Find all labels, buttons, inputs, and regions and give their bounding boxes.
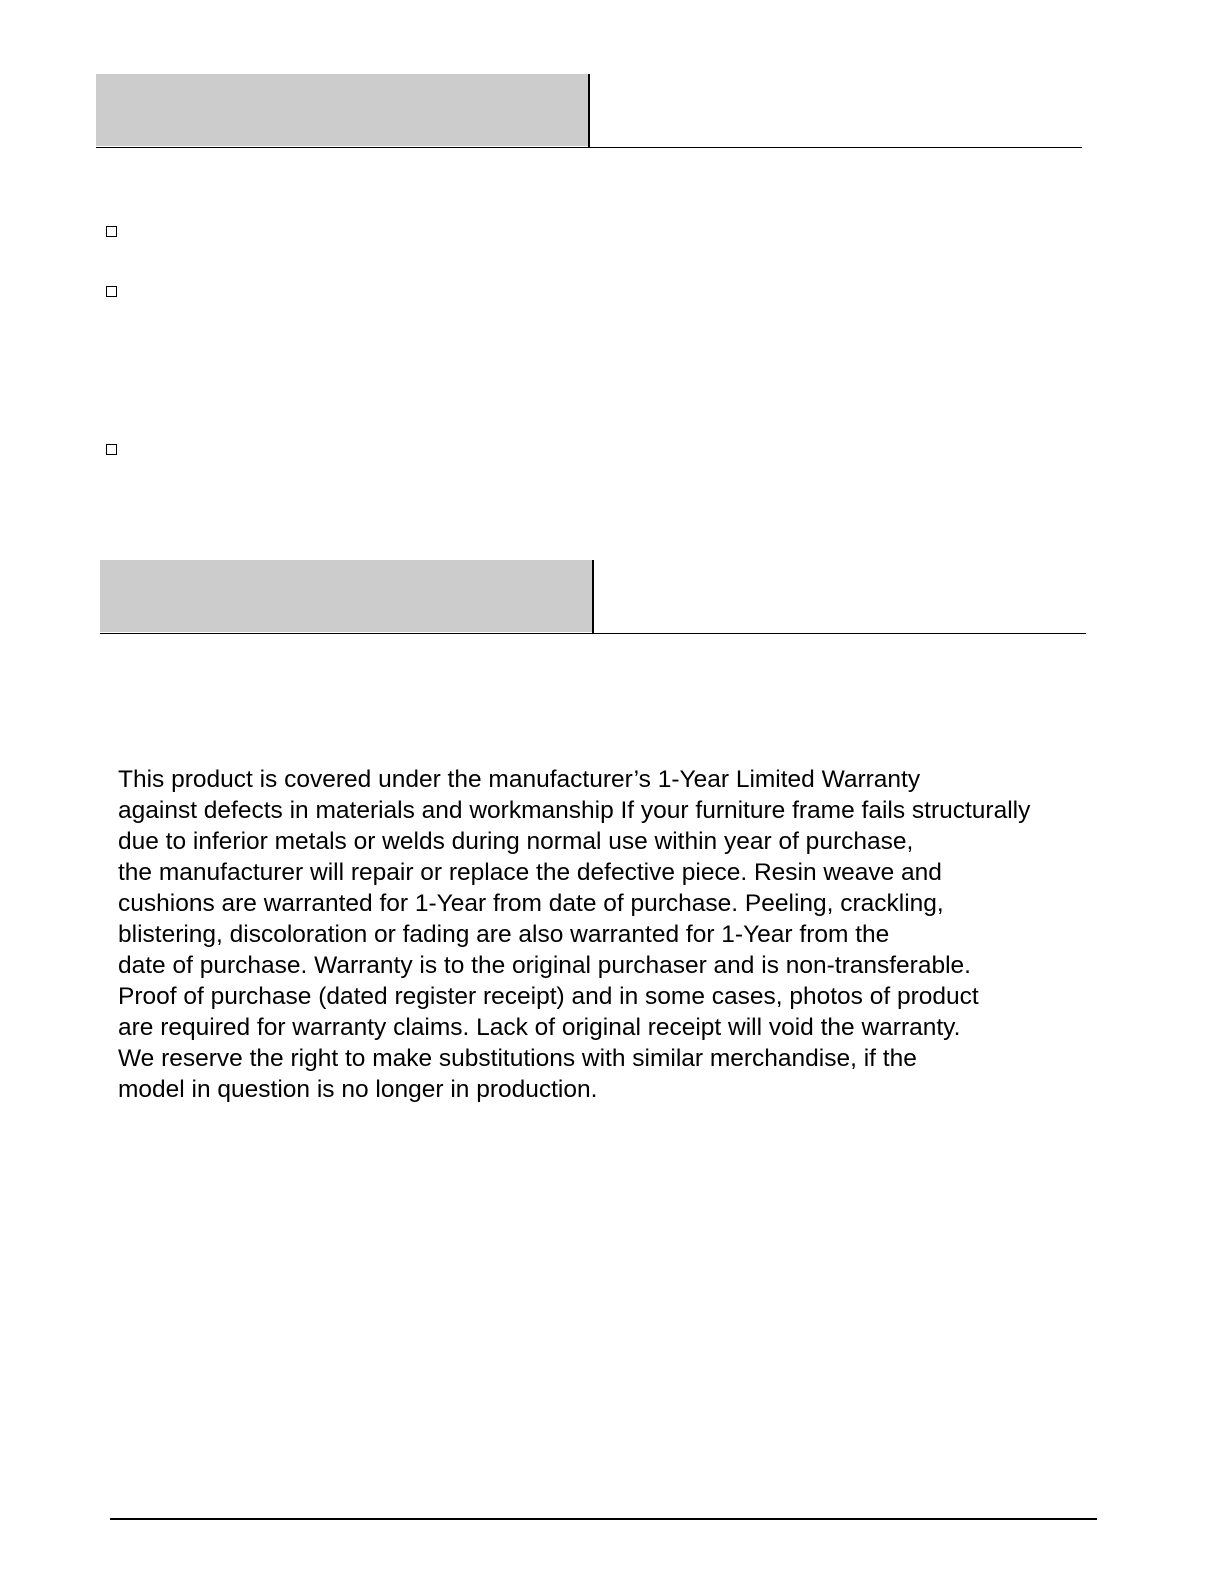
section-header-top [96, 74, 1082, 148]
section-header-divider [592, 560, 594, 633]
warranty-line: Proof of purchase (dated register receipt) and in some cases, photos of product [118, 983, 979, 1010]
checkbox-2[interactable] [106, 286, 117, 297]
warranty-line: are required for warranty claims. Lack of original receipt will void the warranty. [118, 1014, 961, 1041]
warranty-line: the manufacturer will repair or replace the defective piece. Resin weave and [118, 859, 942, 886]
warranty-line: date of purchase. Warranty is to the original purchaser and is non-transferable. [118, 952, 971, 979]
warranty-line: against defects in materials and workmanship If your furniture frame fails structurally [118, 797, 1031, 824]
section-header-warranty [100, 560, 1086, 634]
checkbox-3[interactable] [106, 444, 117, 455]
section-header-shade [96, 74, 588, 146]
warranty-line: model in question is no longer in production. [118, 1076, 598, 1103]
section-header-divider [588, 74, 590, 147]
warranty-line: due to inferior metals or welds during normal use within year of purchase, [118, 828, 914, 855]
warranty-paragraph [118, 764, 1098, 1105]
warranty-line: This product is covered under the manufacturer’s 1-Year Limited Warranty [118, 766, 921, 793]
warranty-line: cushions are warranted for 1-Year from date of purchase. Peeling, crackling, [118, 890, 944, 917]
section-header-rule [100, 633, 1086, 635]
checkbox-1[interactable] [106, 226, 117, 237]
footer-rule [110, 1518, 1097, 1520]
warranty-line: blistering, discoloration or fading are also warranted for 1-Year from the [118, 921, 890, 948]
section-header-shade [100, 560, 592, 632]
section-header-rule [96, 147, 1082, 149]
warranty-line: We reserve the right to make substitutions with similar merchandise, if the [118, 1045, 917, 1072]
